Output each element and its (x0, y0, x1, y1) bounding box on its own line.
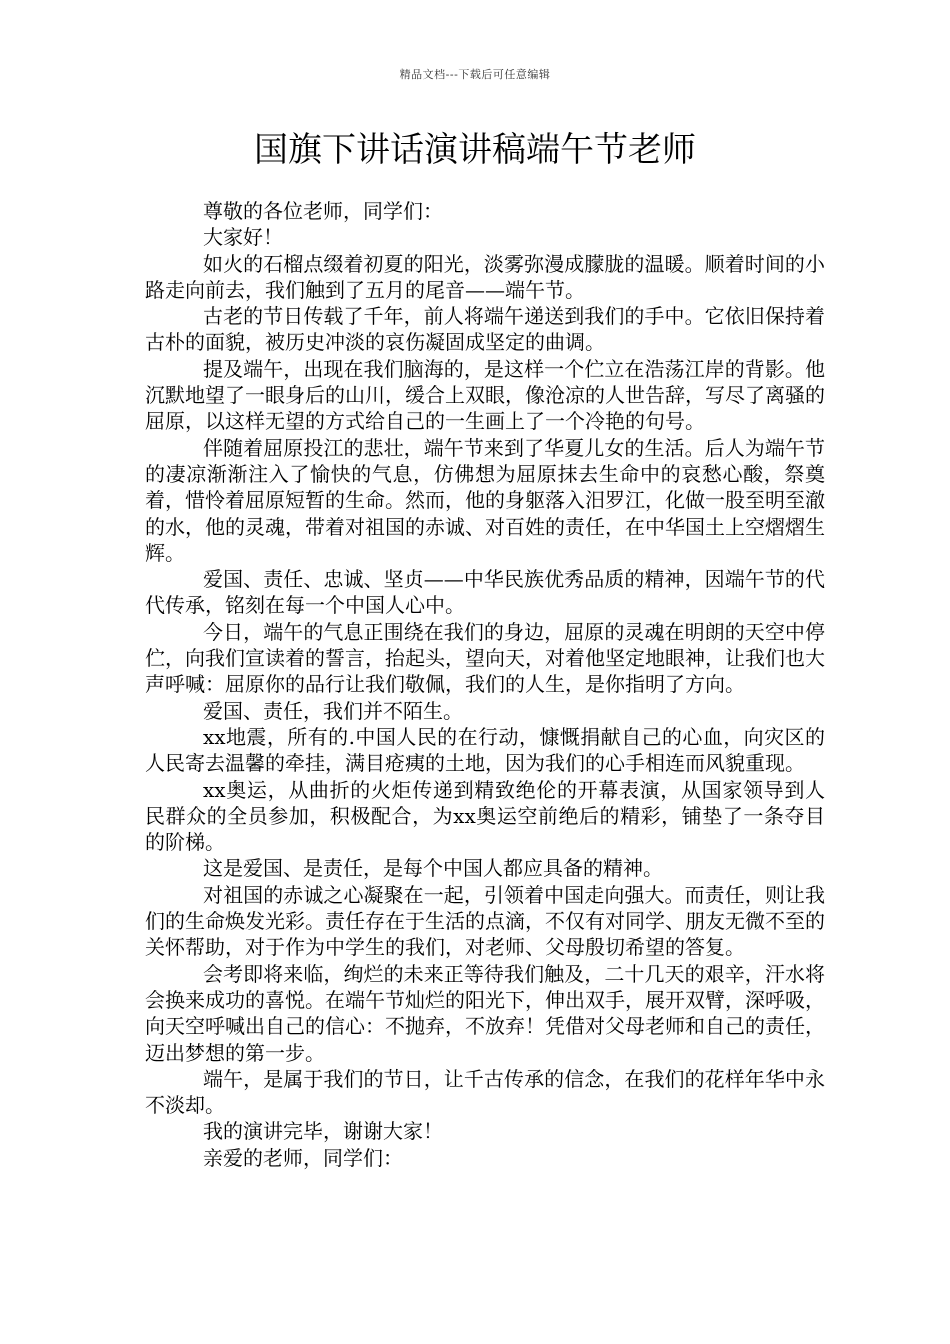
paragraph: 亲爱的老师，同学们： (203, 1145, 403, 1170)
paragraph: 伴随着屈原投江的悲壮，端午节来到了华夏儿女的生活。后人为端午节的凄凉渐渐注入了愉快的气息，仿佛想为屈原抹去生命中的哀愁心酸，祭奠着，惜怜着屈原短暂的生命。然而，他的身躯落入汨罗江，化做一股至明至澈的水，他的灵魂，带着对祖国的赤诚、对百姓的责任，在中华国土上空熠熠生辉。 (145, 435, 825, 565)
paragraph: 大家好！ (203, 225, 283, 250)
paragraph: 这是爱国、是责任，是每个中国人都应具备的精神。 (203, 856, 663, 881)
paragraph: 端午，是属于我们的节日，让千古传承的信念，在我们的花样年华中永不淡却。 (145, 1066, 825, 1118)
paragraph: xx奥运，从曲折的火炬传递到精致绝伦的开幕表演，从国家领导到人民群众的全员参加，积极配合，为xx奥运空前绝后的精彩，铺垫了一条夺目的阶梯。 (145, 777, 825, 855)
paragraph: 爱国、责任、忠诚、坚贞——中华民族优秀品质的精神，因端午节的代代传承，铭刻在每一个中国人心中。 (145, 567, 825, 618)
paragraph: 提及端午，出现在我们脑海的，是这样一个伫立在浩荡江岸的背影。他沉默地望了一眼身后的山川，缓合上双眼，像沧凉的人世告辞，写尽了离骚的屈原，以这样无望的方式给自己的一生画上了一个冷艳的句号。 (145, 356, 825, 434)
paragraph: 古老的节日传载了千年，前人将端午递送到我们的手中。它依旧保持着古朴的面貌，被历史冲淡的哀伤凝固成坚定的曲调。 (145, 304, 825, 355)
paragraph: 会考即将来临，绚烂的未来正等待我们触及，二十几天的艰辛，汗水将会换来成功的喜悦。在端午节灿烂的阳光下，伸出双手，展开双臂，深呼吸，向天空呼喊出自己的信心：不抛弃，不放弃！凭借对父母老师和自己的责任，迈出梦想的第一步。 (145, 961, 825, 1065)
header-note: 精品文档---下载后可任意编辑 (399, 68, 551, 81)
paragraph: 对祖国的赤诚之心凝聚在一起，引领着中国走向强大。而责任，则让我们的生命焕发光彩。责任存在于生活的点滴，不仅有对同学、朋友无微不至的关怀帮助，对于作为中学生的我们，对老师、父母殷切希望的答复。 (145, 882, 825, 960)
document-title: 国旗下讲话演讲稿端午节老师 (254, 130, 696, 170)
paragraph: 爱国、责任，我们并不陌生。 (203, 698, 463, 723)
paragraph: 如火的石榴点缀着初夏的阳光，淡雾弥漫成朦胧的温暖。顺着时间的小路走向前去，我们触到了五月的尾音——端午节。 (145, 251, 825, 302)
paragraph: 今日，端午的气息正围绕在我们的身边，屈原的灵魂在明朗的天空中停伫，向我们宣读着的誓言，抬起头，望向天，对着他坚定地眼神，让我们也大声呼喊：屈原你的品行让我们敬佩，我们的人生，是你指明了方向。 (145, 619, 825, 697)
paragraph: 我的演讲完毕，谢谢大家！ (203, 1119, 443, 1144)
paragraph: xx地震，所有的.中国人民的在行动，慷慨捐献自己的心血，向灾区的人民寄去温馨的牵挂，满目疮痍的土地，因为我们的心手相连而风貌重现。 (145, 724, 825, 776)
paragraph: 尊敬的各位老师，同学们： (203, 199, 443, 223)
document-body (145, 198, 825, 1171)
